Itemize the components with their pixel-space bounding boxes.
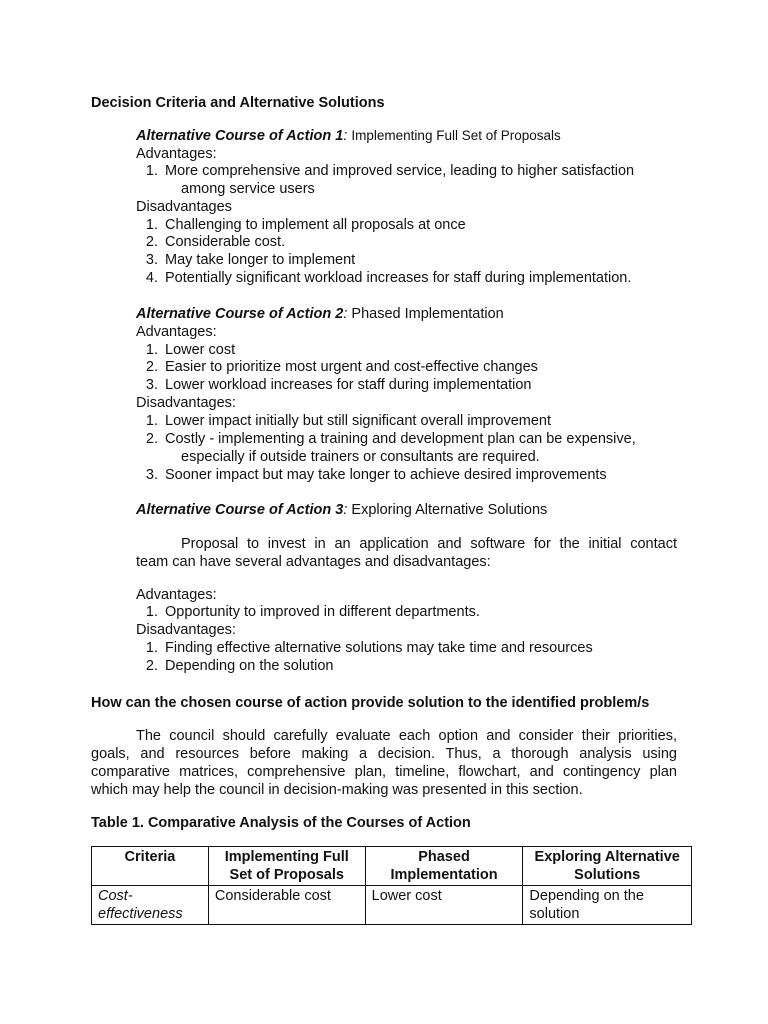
list-number: 1. (145, 640, 158, 656)
alt2-title: Phased Implementation (351, 306, 504, 322)
table-header-cell: Phased Implementation (365, 847, 523, 886)
alt3-colon: : (343, 502, 348, 518)
alt3-paragraph-line: Proposal to invest in an application and software for the initial contact (181, 536, 677, 552)
alt2-title-line (136, 305, 504, 323)
alt2-label: Alternative Course of Action 2 (136, 306, 344, 322)
list-number: 3. (145, 467, 158, 483)
list-item (136, 341, 235, 359)
list-text: May take longer to implement (165, 252, 356, 268)
list-item (136, 430, 636, 448)
alt1-title-line (136, 127, 561, 145)
list-text: Lower cost (165, 342, 236, 358)
council-paragraph-line: goals, and resources before making a decision. Thus, a thorough analysis using (91, 746, 677, 762)
table-header-row (92, 847, 692, 886)
alt3-paragraph-line: team can have several advantages and disadvantages: (136, 554, 491, 570)
list-number: 1. (145, 342, 158, 358)
list-text: Lower impact initially but still significant overall improvement (165, 413, 552, 429)
list-item (136, 358, 538, 376)
section-heading: Decision Criteria and Alternative Solutions (91, 95, 385, 111)
list-text: Considerable cost. (165, 234, 286, 250)
table-cell: Depending on the solution (523, 886, 692, 925)
council-paragraph-line: which may help the council in decision-making was presented in this section. (91, 782, 583, 798)
list-number: 1. (145, 163, 158, 179)
list-text: Opportunity to improved in different departments. (165, 604, 480, 620)
table-header-cell: Implementing Full Set of Proposals (208, 847, 365, 886)
alt1-label: Alternative Course of Action 1 (136, 128, 344, 144)
table-cell: Cost-effectiveness (92, 886, 209, 925)
list-number: 1. (145, 604, 158, 620)
list-item (136, 233, 285, 251)
alt2-disadvantages-label: Disadvantages: (136, 395, 236, 411)
list-item (136, 269, 631, 287)
list-number: 1. (145, 413, 158, 429)
list-text: Lower workload increases for staff during implementation (165, 377, 532, 393)
list-text: Easier to prioritize most urgent and cost-effective changes (165, 359, 538, 375)
list-number: 3. (145, 252, 158, 268)
list-item (136, 251, 355, 269)
table-header-cell: Exploring Alternative Solutions (523, 847, 692, 886)
alt3-label: Alternative Course of Action 3 (136, 502, 344, 518)
alt1-title: Implementing Full Set of Proposals (351, 128, 561, 143)
alt1-disadvantages-label: Disadvantages (136, 199, 232, 215)
council-paragraph-line: comparative matrices, comprehensive plan, timeline, flowchart, and contingency plan (91, 764, 677, 780)
list-item (136, 639, 593, 657)
list-number: 2. (145, 431, 158, 447)
list-number: 2. (145, 234, 158, 250)
list-text: Sooner impact but may take longer to achieve desired improvements (165, 467, 607, 483)
list-text: Challenging to implement all proposals at once (165, 217, 466, 233)
list-item-continuation: especially if outside trainers or consultants are required. (181, 449, 540, 465)
alt3-title: Exploring Alternative Solutions (351, 502, 548, 518)
alt3-disadvantages-label: Disadvantages: (136, 622, 236, 638)
list-item (136, 657, 334, 675)
list-item-continuation: among service users (181, 181, 315, 197)
list-number: 1. (145, 217, 158, 233)
table-title: Table 1. Comparative Analysis of the Courses of Action (91, 815, 471, 831)
comparison-table (91, 846, 692, 925)
list-item (136, 412, 551, 430)
list-item (136, 162, 634, 180)
list-item (136, 466, 607, 484)
list-text: Depending on the solution (165, 658, 334, 674)
table-header-cell: Criteria (92, 847, 209, 886)
alt3-advantages-label: Advantages: (136, 587, 217, 603)
list-item (136, 216, 466, 234)
list-text: Finding effective alternative solutions may take time and resources (165, 640, 593, 656)
table-cell: Considerable cost (208, 886, 365, 925)
list-text: More comprehensive and improved service, leading to higher satisfaction (165, 163, 635, 179)
council-paragraph-line: The council should carefully evaluate each option and consider their priorities, (136, 728, 677, 744)
alt2-advantages-label: Advantages: (136, 324, 217, 340)
alt1-advantages-label: Advantages: (136, 146, 217, 162)
list-number: 3. (145, 377, 158, 393)
alt1-colon: : (343, 128, 348, 144)
list-item (136, 376, 531, 394)
alt3-title-line (136, 501, 547, 519)
list-item (136, 603, 480, 621)
list-text: Potentially significant workload increases for staff during implementation. (165, 270, 632, 286)
question-heading: How can the chosen course of action provide solution to the identified problem/s (91, 695, 650, 711)
list-number: 2. (145, 359, 158, 375)
table-row (92, 886, 692, 925)
list-number: 2. (145, 658, 158, 674)
alt2-colon: : (343, 306, 348, 322)
table-cell: Lower cost (365, 886, 523, 925)
list-text: Costly - implementing a training and development plan can be expensive, (165, 431, 636, 447)
list-number: 4. (145, 270, 158, 286)
